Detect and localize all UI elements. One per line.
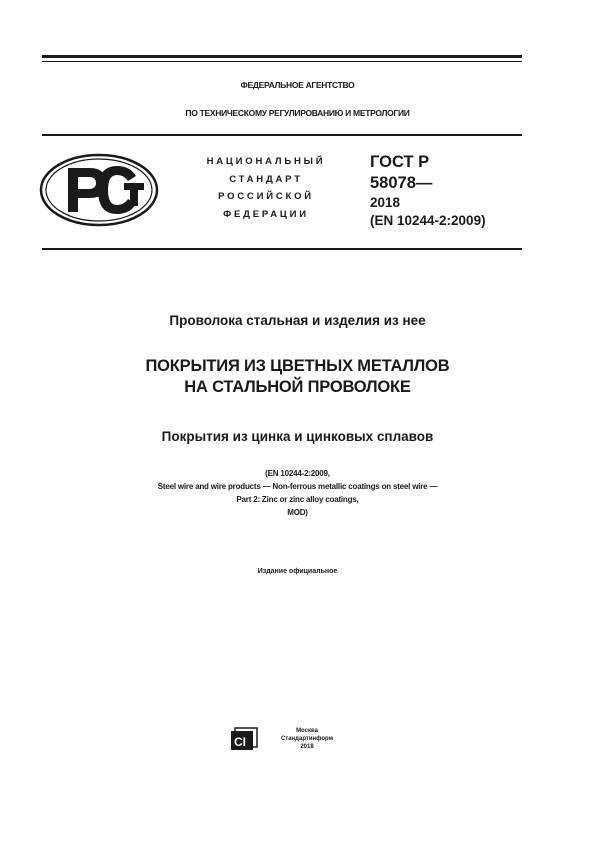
top-rule-thick <box>42 55 522 58</box>
english-line-4: MOD) <box>287 508 308 517</box>
english-line-2: Steel wire and wire products — Non-ferrous metallic coatings on steel wire — <box>157 482 438 491</box>
official-edition-label: Издание официальное <box>257 568 338 575</box>
main-title-line-2: НА СТАЛЬНОЙ ПРОВОЛОКЕ <box>184 378 411 396</box>
part-title: Покрытия из цинка и цинковых сплавов <box>161 429 434 444</box>
designation-line-2: 58078— <box>370 174 433 192</box>
publisher-city: Москва <box>296 728 318 734</box>
standard-line-3: РОССИЙСКОЙ <box>218 191 314 202</box>
publisher-info <box>262 727 352 751</box>
standard-line-4: ФЕДЕРАЦИИ <box>223 208 309 220</box>
publisher-year: 2018 <box>300 744 314 750</box>
designation-line-4: (EN 10244-2:2009) <box>370 213 486 228</box>
main-title-line-1: ПОКРЫТИЯ ИЗ ЦВЕТНЫХ МЕТАЛЛОВ <box>145 357 450 375</box>
standard-line-1: НАЦИОНАЛЬНЫЙ <box>206 156 326 167</box>
english-line-1: (EN 10244-2:2009, <box>265 469 330 478</box>
agency-line-2: ПО ТЕХНИЧЕСКОМУ РЕГУЛИРОВАНИЮ И МЕТРОЛОГИИ <box>185 108 410 118</box>
document-subtitle: Проволока стальная и изделия из нее <box>169 313 426 328</box>
svg-text:CI: CI <box>234 735 246 749</box>
english-reference <box>0 467 595 519</box>
national-standard-block <box>176 153 356 223</box>
publisher-name: Стандартинформ <box>280 736 334 742</box>
designation-line-3: 2018 <box>370 195 401 210</box>
english-line-3: Part 2: Zinc or zinc alloy coatings, <box>236 495 359 504</box>
standard-line-2: СТАНДАРТ <box>229 173 303 185</box>
title-divider <box>42 248 522 250</box>
standartinform-logo-icon <box>230 727 258 751</box>
top-rule-thin <box>42 61 522 62</box>
rst-mark-icon <box>38 152 160 228</box>
agency-line-1: ФЕДЕРАЛЬНОЕ АГЕНТСТВО <box>240 80 355 90</box>
standard-designation <box>370 152 486 230</box>
header-divider <box>42 134 522 136</box>
designation-line-1: ГОСТ Р <box>370 153 430 171</box>
